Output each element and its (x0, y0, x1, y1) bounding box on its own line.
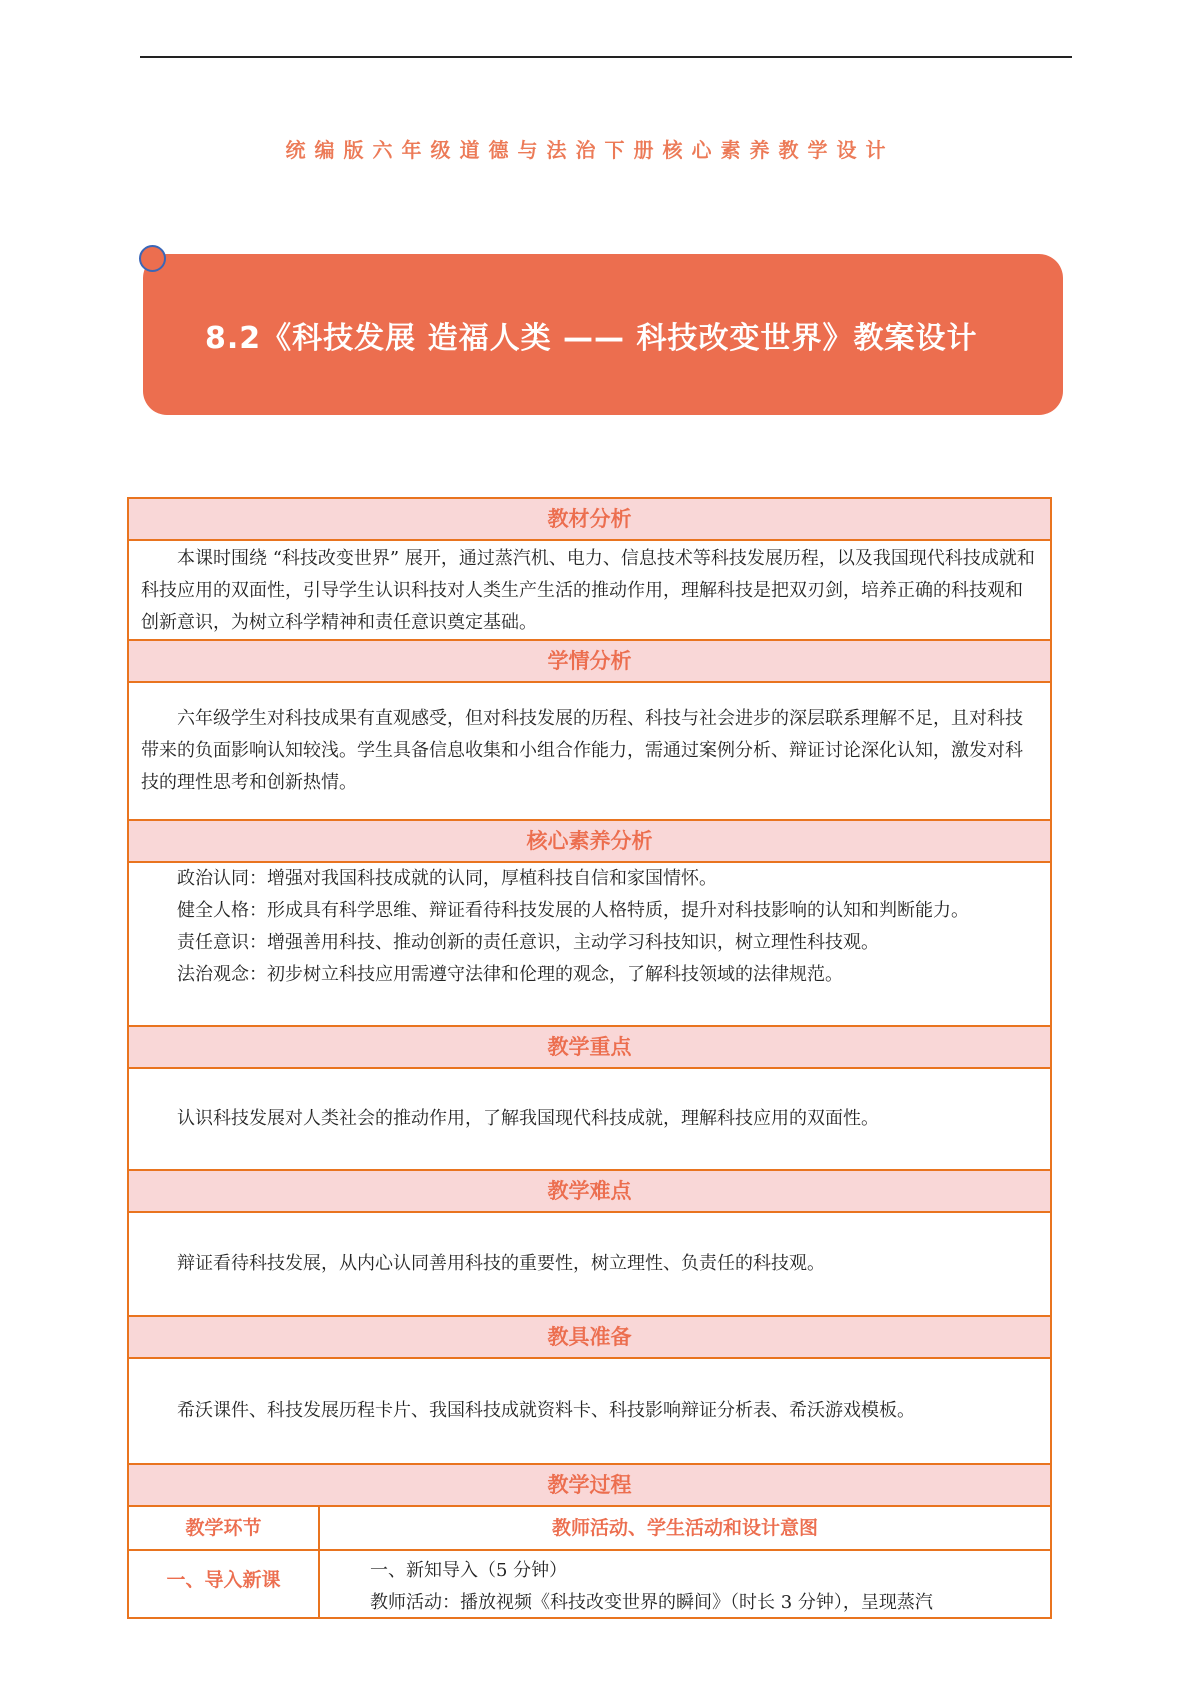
difficulty-text: 辩证看待科技发展，从内心认同善用科技的重要性，树立理性、负责任的科技观。 (177, 1253, 825, 1274)
section-heading-material: 教材分析 (129, 499, 1050, 541)
section-body-key-point (129, 1069, 1050, 1171)
banner-dot-decoration (139, 245, 166, 272)
process-line: 教师活动：播放视频《科技改变世界的瞬间》（时长 3 分钟），呈现蒸汽 (370, 1592, 933, 1613)
students-text: 六年级学生对科技成果有直观感受，但对科技发展的历程、科技与社会进步的深层联系理解不足，且对科技带来的负面影响认知较浅。学生具备信息收集和小组合作能力，需通过案例分析、辩证讨论深化认知，激发对科技的理性思考和创新热情。 (141, 708, 1023, 793)
section-heading-literacy: 核心素养分析 (129, 821, 1050, 863)
tools-text: 希沃课件、科技发展历程卡片、我国科技成就资料卡、科技影响辩证分析表、希沃游戏模板。 (177, 1400, 915, 1421)
literacy-item: 法治观念：初步树立科技应用需遵守法律和伦理的观念，了解科技领域的法律规范。 (177, 964, 843, 985)
process-activity (320, 1551, 1050, 1617)
section-body-students (129, 683, 1050, 821)
process-stage: 一、导入新课 (129, 1551, 320, 1617)
key-point-text: 认识科技发展对人类社会的推动作用，了解我国现代科技成就，理解科技应用的双面性。 (177, 1108, 879, 1129)
series-title: 统编版六年级道德与法治下册核心素养教学设计 (285, 138, 895, 162)
literacy-item: 责任意识：增强善用科技、推动创新的责任意识，主动学习科技知识，树立理性科技观。 (177, 932, 879, 953)
material-text: 本课时围绕 “科技改变世界” 展开，通过蒸汽机、电力、信息技术等科技发展历程，以及我国现代科技成就和科技应用的双面性，引导学生认识科技对人类生产生活的推动作用，理解科技是把双刃剑，培养正确的科技观和创新意识，为树立科学精神和责任意识奠定基础。 (141, 548, 1035, 633)
section-body-literacy (129, 863, 1050, 1027)
section-heading-students: 学情分析 (129, 641, 1050, 683)
process-row (129, 1551, 1050, 1617)
literacy-item: 政治认同：增强对我国科技成就的认同，厚植科技自信和家国情怀。 (177, 868, 717, 889)
section-heading-process: 教学过程 (129, 1465, 1050, 1507)
section-body-difficulty (129, 1213, 1050, 1317)
process-line: 一、新知导入（5 分钟） (370, 1560, 568, 1581)
section-heading-tools: 教具准备 (129, 1317, 1050, 1359)
column-header-activity: 教师活动、学生活动和设计意图 (551, 1517, 818, 1539)
header-rule (140, 56, 1072, 58)
section-heading-difficulty: 教学难点 (129, 1171, 1050, 1213)
process-header-row (129, 1507, 1050, 1551)
literacy-item: 健全人格：形成具有科学思维、辩证看待科技发展的人格特质，提升对科技影响的认知和判断能力。 (177, 900, 969, 921)
section-body-material (129, 541, 1050, 641)
section-body-tools (129, 1359, 1050, 1465)
section-heading-key-point: 教学重点 (129, 1027, 1050, 1069)
lesson-plan-table (127, 497, 1052, 1619)
lesson-title: 8.2《科技发展 造福人类 —— 科技改变世界》教案设计 (205, 321, 978, 356)
column-header-stage: 教学环节 (129, 1507, 320, 1549)
